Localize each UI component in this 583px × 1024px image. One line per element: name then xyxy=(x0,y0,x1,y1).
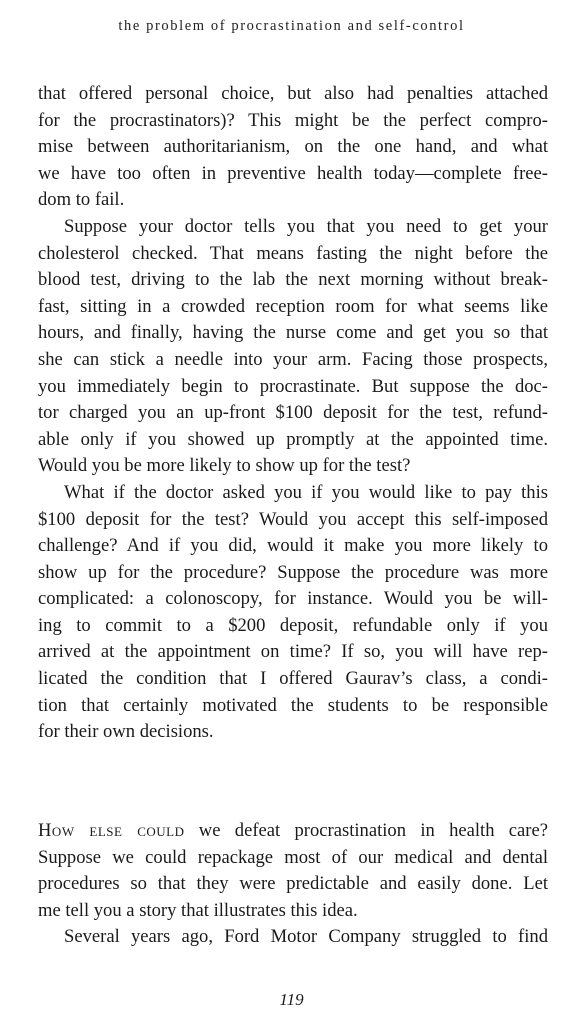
text-line: complicated: a colonoscopy, for instance. Would you be will- xyxy=(38,588,548,610)
running-head: the problem of procrastination and self-control xyxy=(118,18,465,34)
text-line: Suppose your doctor tells you that you need to get your xyxy=(64,215,548,237)
text-line: hours, and finally, having the nurse come and get you so that xyxy=(38,322,548,344)
text-line: Several years ago, Ford Motor Company struggled to find xyxy=(64,926,548,948)
text-fragment: we defeat procrastination in health care? xyxy=(184,820,549,841)
text-line: ing to commit to a $200 deposit, refundable only if you xyxy=(38,614,548,636)
section-lead-in: How else could xyxy=(38,820,185,841)
text-line: for the procrastinators)? This might be the perfect compro- xyxy=(38,109,548,131)
body-text-bottom xyxy=(38,818,548,951)
text-line: mise between authoritarianism, on the one hand, and what xyxy=(38,136,548,158)
text-line: for their own decisions. xyxy=(38,721,214,743)
text-line: dom to fail. xyxy=(38,189,125,211)
text-line: tion that certainly motivated the students to be responsible xyxy=(38,694,548,716)
text-line: tor charged you an up-front $100 deposit for the test, refund- xyxy=(38,402,548,424)
text-line: challenge? And if you did, would it make you more likely to xyxy=(38,535,548,557)
text-line: cholesterol checked. That means fasting the night before the xyxy=(38,242,548,264)
text-line: show up for the procedure? Suppose the procedure was more xyxy=(38,561,548,583)
text-line: you immediately begin to procrastinate. But suppose the doc- xyxy=(38,375,548,397)
page-number: 119 xyxy=(279,990,304,1009)
text-line: that offered personal choice, but also had penalties attached xyxy=(38,83,548,104)
text-line: $100 deposit for the test? Would you accept this self-imposed xyxy=(38,508,548,530)
text-line: arrived at the appointment on time? If so, you will have rep- xyxy=(38,641,548,663)
body-text-top xyxy=(38,81,548,746)
text-line: blood test, driving to the lab the next morning without break- xyxy=(38,269,548,291)
text-line: licated the condition that I offered Gaurav’s class, a condi- xyxy=(38,668,548,690)
text-line: What if the doctor asked you if you would like to pay this xyxy=(64,481,548,503)
text-line: Suppose we could repackage most of our medical and dental xyxy=(38,846,548,868)
text-line: Would you be more likely to show up for the test? xyxy=(38,455,411,477)
text-line xyxy=(38,818,548,845)
text-line: she can stick a needle into your arm. Facing those prospects, xyxy=(38,348,548,370)
text-line: procedures so that they were predictable and easily done. Let xyxy=(38,873,548,895)
text-line: we have too often in preventive health today—complete free- xyxy=(38,162,548,184)
text-line: able only if you showed up promptly at the appointed time. xyxy=(38,428,548,450)
text-line: fast, sitting in a crowded reception room for what seems like xyxy=(38,295,548,317)
text-line: me tell you a story that illustrates this idea. xyxy=(38,899,358,921)
